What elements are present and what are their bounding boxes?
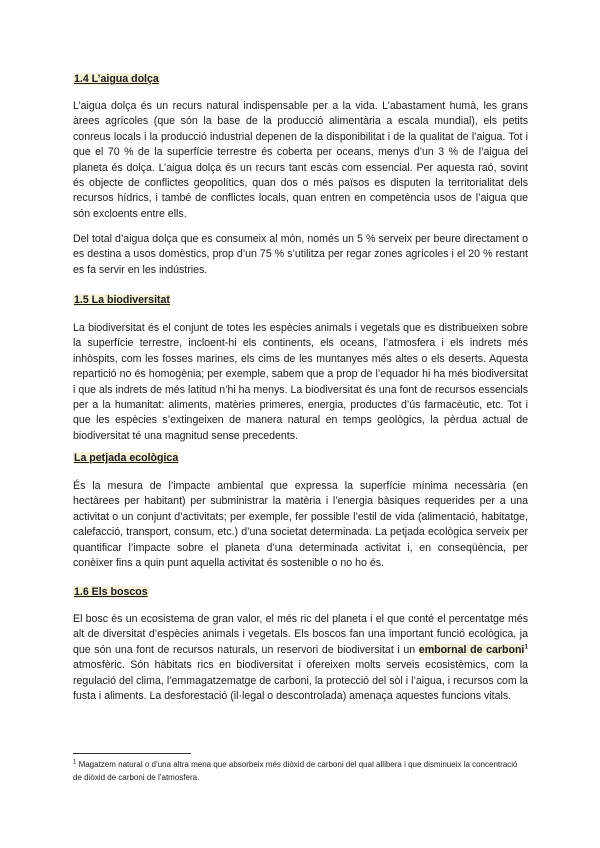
section-title-petjada-ecologica: La petjada ecològica bbox=[74, 452, 179, 464]
footnote bbox=[73, 758, 528, 784]
paragraph-petjada-ecologica: És la mesura de l’impacte ambiental que expressa la superfície mínima necessària (en hectàrees per habitant) per subministrar la matèria i l’energia bàsiques requerides per a una activitat o un conjunt d’activitats; per exemple, fer possible l’estil de vida (alimentació, habitatge, calefacció, transport, consum, etc.) d’una societat determinada. La petjada ecològica serveix per quantificar l’impacte sobre el planeta d’una determinada activitat i, en conseqüència, per conèixer fins a quin punt aquella activitat és sostenible o no ho és. bbox=[73, 480, 528, 570]
footnote-number: 1 bbox=[73, 759, 77, 766]
footnote-ref[interactable]: 1 bbox=[524, 643, 528, 651]
section-title-boscos: 1.6 Els boscos bbox=[74, 586, 148, 598]
section-title-biodiversitat: 1.5 La biodiversitat bbox=[74, 294, 170, 306]
embornal-de-carboni-term: embornal de carboni bbox=[418, 643, 525, 656]
footnote-text: Magatzem natural o d’una altra mena que absorbeix més diòxid de carboni del qual allibera i que disminueix la concentració de diòxid de carboni de l’atmosfera. bbox=[73, 760, 518, 782]
paragraph-aigua-dolca-2: Del total d’aigua dolça que es consumeix al món, només un 5 % serveix per beure directament o es destina a usos domèstics, prop d’un 75 % s’utilitza per regar zones agrícoles i el 20 % restant es fa servir en les indústries. bbox=[73, 233, 528, 276]
section-title-aigua-dolca: 1.4 L’aigua dolça bbox=[74, 73, 159, 85]
boscos-text-a: El bosc és un ecosistema de gran valor, el més ric del planeta i el que conté el percentatge més alt de diversitat d’espècies animals i vegetals. Els boscos fan una important funció ecològica, ja que són una font de recursos naturals, un reservori de biodiversitat i un bbox=[73, 613, 528, 656]
paragraph-boscos bbox=[73, 612, 528, 704]
paragraph-biodiversitat: La biodiversitat és el conjunt de totes les espècies animals i vegetals que es distribueixen sobre la superfície terrestre, incloent-hi els continents, els oceans, l’atmosfera i els indrets més inhòspits, com les fosses marines, els cims de les muntanyes més altes o els deserts. Aquesta repartició no és homogènia; per exemple, sabem que a prop de l’equador hi ha més biodiversitat i que als indrets de més latitud n’hi ha menys. La biodiversitat és una font de recursos essencials per a la humanitat: aliments, matèries primeres, energia, productes d’ús farmacèutic, etc. Tot i que les espècies s’extingeixen de manera natural en temps geològics, la pèrdua actual de biodiversitat té una magnitud sense precedents. bbox=[73, 322, 528, 442]
footnote-divider bbox=[73, 753, 191, 754]
paragraph-aigua-dolca-1: L’aigua dolça és un recurs natural indispensable per a la vida. L’abastament humà, les grans àrees agrícoles (que són la base de la producció alimentària a escala mundial), els petits conreus locals i la producció industrial depenen de la disponibilitat i de la qualitat de l’aigua. Tot i que el 70 % de la superfície terrestre és coberta per oceans, menys d’un 3 % de l’aigua del planeta és dolça. L’aigua dolça és un recurs tant escàs com essencial. Per aquesta raó, sovint és objecte de conflictes geopolítics, quan dos o més països es disputen la territorialitat dels recursos hídrics, i també de conflictes locals, quan entren en competència usos de l’aigua que són excloents entre ells. bbox=[73, 100, 528, 220]
boscos-text-b: atmosfèric. Són hàbitats rics en biodiversitat i ofereixen molts serveis ecosistèmics, com la regulació del clima, l’emmagatzematge de carboni, la protecció del sòl i l’aigua, i recursos com la fusta i aliments. La desforestació (il·legal o descontrolada) amenaça aquestes funcions vitals. bbox=[73, 659, 528, 703]
